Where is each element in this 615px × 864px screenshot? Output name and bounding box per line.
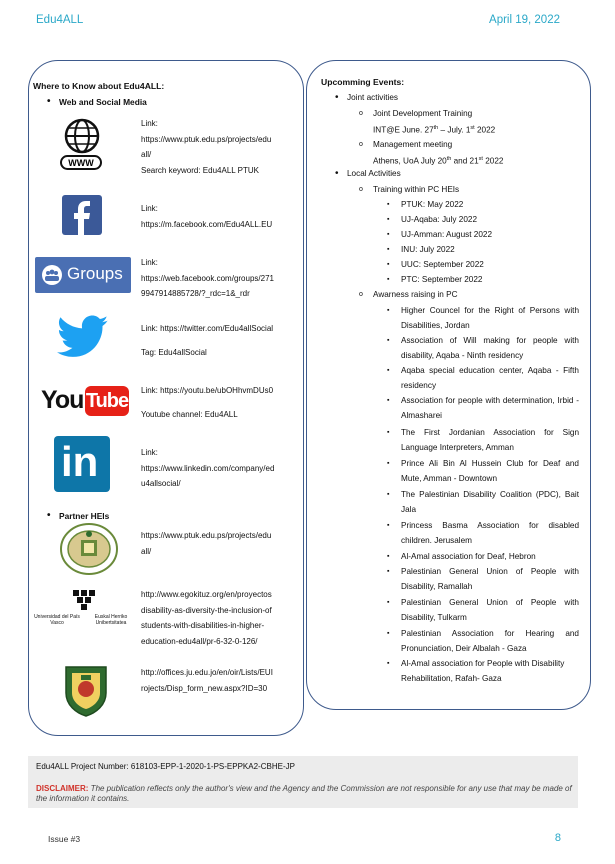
training-heading: o Training within PC HEIs (373, 182, 459, 197)
awareness-item: ▪ The Palestinian Disability Coalition (PDC), Bait Jala (401, 487, 579, 517)
awareness-item: ▪ Palestinian General Union of People with Disability, Tulkarm (401, 595, 579, 625)
awareness-item: ▪ Aqaba special education center, Aqaba - Fifth residency (401, 363, 579, 393)
groups-icon-label: Groups (67, 264, 123, 283)
upcoming-events-title: Upcomming Events: (321, 77, 405, 87)
linkedin-link-text[interactable]: Link: https://www.linkedin.com/company/ed u4allsocial/ (141, 448, 275, 488)
where-to-know-title: Where to Know about Edu4ALL: (33, 81, 165, 91)
upv-ehu-logo-icon: Universidad del País Vasco Euskal Herriko Unibertsitatea (33, 588, 137, 636)
awareness-item: ▪ Al-Amal association for People with Disability Rehabilitation, Rafah- Gaza (401, 656, 579, 686)
twitter-icon (57, 315, 109, 364)
ju-link-text[interactable]: http://offices.ju.edu.jo/en/oir/Lists/EUI rojects/Disp_form_new.aspx?ID=30 (141, 668, 273, 693)
linkedin-icon: in (54, 436, 110, 492)
facebook-icon (62, 195, 102, 240)
facebook-groups-icon (35, 257, 131, 293)
youtube-link-text[interactable]: Link: https://youtu.be/ubOHhvmDUs0 Youtube channel: Edu4ALL (141, 386, 274, 419)
upcoming-events-box (306, 60, 591, 710)
awareness-item: ▪ Palestinian Association for Hearing and Pronunciation, Deir Albalah - Gaza (401, 626, 579, 656)
training-item: ▪ PTUK: May 2022 (401, 197, 579, 212)
footer-box (28, 756, 578, 808)
where-to-know-box (28, 60, 304, 736)
project-number: Edu4ALL Project Number: 618103-EPP-1-2020-1-PS-EPPKA2-CBHE-JP (36, 762, 295, 771)
youtube-icon: You Tube (41, 386, 129, 414)
www-globe-icon (59, 118, 105, 179)
joint-item-meeting: o Management meeting Athens, UoA July 20th and 21st 2022 (373, 137, 503, 169)
awareness-heading: o Awarness raising in PC (373, 287, 458, 302)
page-number: 8 (554, 832, 561, 844)
training-item: ▪ PTC: September 2022 (401, 272, 579, 287)
facebook-link-text[interactable]: Link: https://m.facebook.com/Edu4ALL.EU (141, 204, 273, 229)
awareness-item: ▪ Association of Will making for people with disability, Aqaba - Ninth residency (401, 333, 579, 363)
joint-item-training: o Joint Development Training INT@E June. 27th – July. 1st 2022 (373, 106, 495, 138)
issue-number: Issue #3 (48, 834, 81, 844)
training-item: ▪ UUC: September 2022 (401, 257, 579, 272)
awareness-item: ▪ Association for people with determination, Irbid - Almasharei (401, 393, 579, 423)
ptuk-link-text[interactable]: https://www.ptuk.edu.ps/projects/edu all/ (141, 531, 272, 556)
awareness-item: ▪ The First Jordanian Association for Sign Language Interpreters, Amman (401, 425, 579, 455)
upv-ehu-link-text[interactable]: http://www.egokituz.org/en/proyectos disability-as-diversity-the-inclusion-of students-with-disabilities-in-higher- education-edu4all/pr-6-32-0-126/ (141, 590, 272, 646)
partner-heis-heading: • Partner HEIs (59, 511, 109, 521)
training-item: ▪ INU: July 2022 (401, 242, 579, 257)
web-social-heading: • Web and Social Media (59, 97, 147, 107)
header-date: April 19, 2022 (489, 14, 560, 26)
joint-activities-heading: • Joint activities (347, 93, 398, 102)
awareness-item: ▪ Higher Councel for the Right of Persons with Disabilities, Jordan (401, 303, 579, 333)
training-item: ▪ UJ-Aqaba: July 2022 (401, 212, 579, 227)
training-item: ▪ UJ-Amman: August 2022 (401, 227, 579, 242)
local-activities-heading: • Local Activities (347, 169, 401, 178)
awareness-item: ▪ Palestinian General Union of People with Disability, Ramallah (401, 564, 579, 594)
awareness-item: ▪ Al-Amal association for Deaf, Hebron (401, 549, 579, 564)
disclaimer: DISCLAIMER: The publication reflects only the author's view and the Agency and the Commission are not responsible for any use that may be made of the information it contains. (36, 784, 572, 803)
header-left: Edu4ALL (36, 14, 84, 26)
ju-logo-icon (63, 663, 109, 722)
ptuk-logo-icon (59, 522, 119, 581)
web-link-text[interactable]: Link: https://www.ptuk.edu.ps/projects/edu all/ Search keyword: Edu4ALL PTUK (141, 119, 272, 175)
awareness-item: ▪ Princess Basma Association for disabled children. Jerusalem (401, 518, 579, 548)
awareness-item: ▪ Prince Ali Bin Al Hussein Club for Deaf and Mute, Amman - Downtown (401, 456, 579, 486)
svg-text:WWW: WWW (68, 158, 94, 168)
twitter-link-text[interactable]: Link: https://twitter.com/Edu4allSocial Tag: Edu4allSocial (141, 324, 274, 357)
groups-link-text[interactable]: Link: https://web.facebook.com/groups/271 9947914885728/?_rdc=1&_rdr (141, 258, 274, 298)
